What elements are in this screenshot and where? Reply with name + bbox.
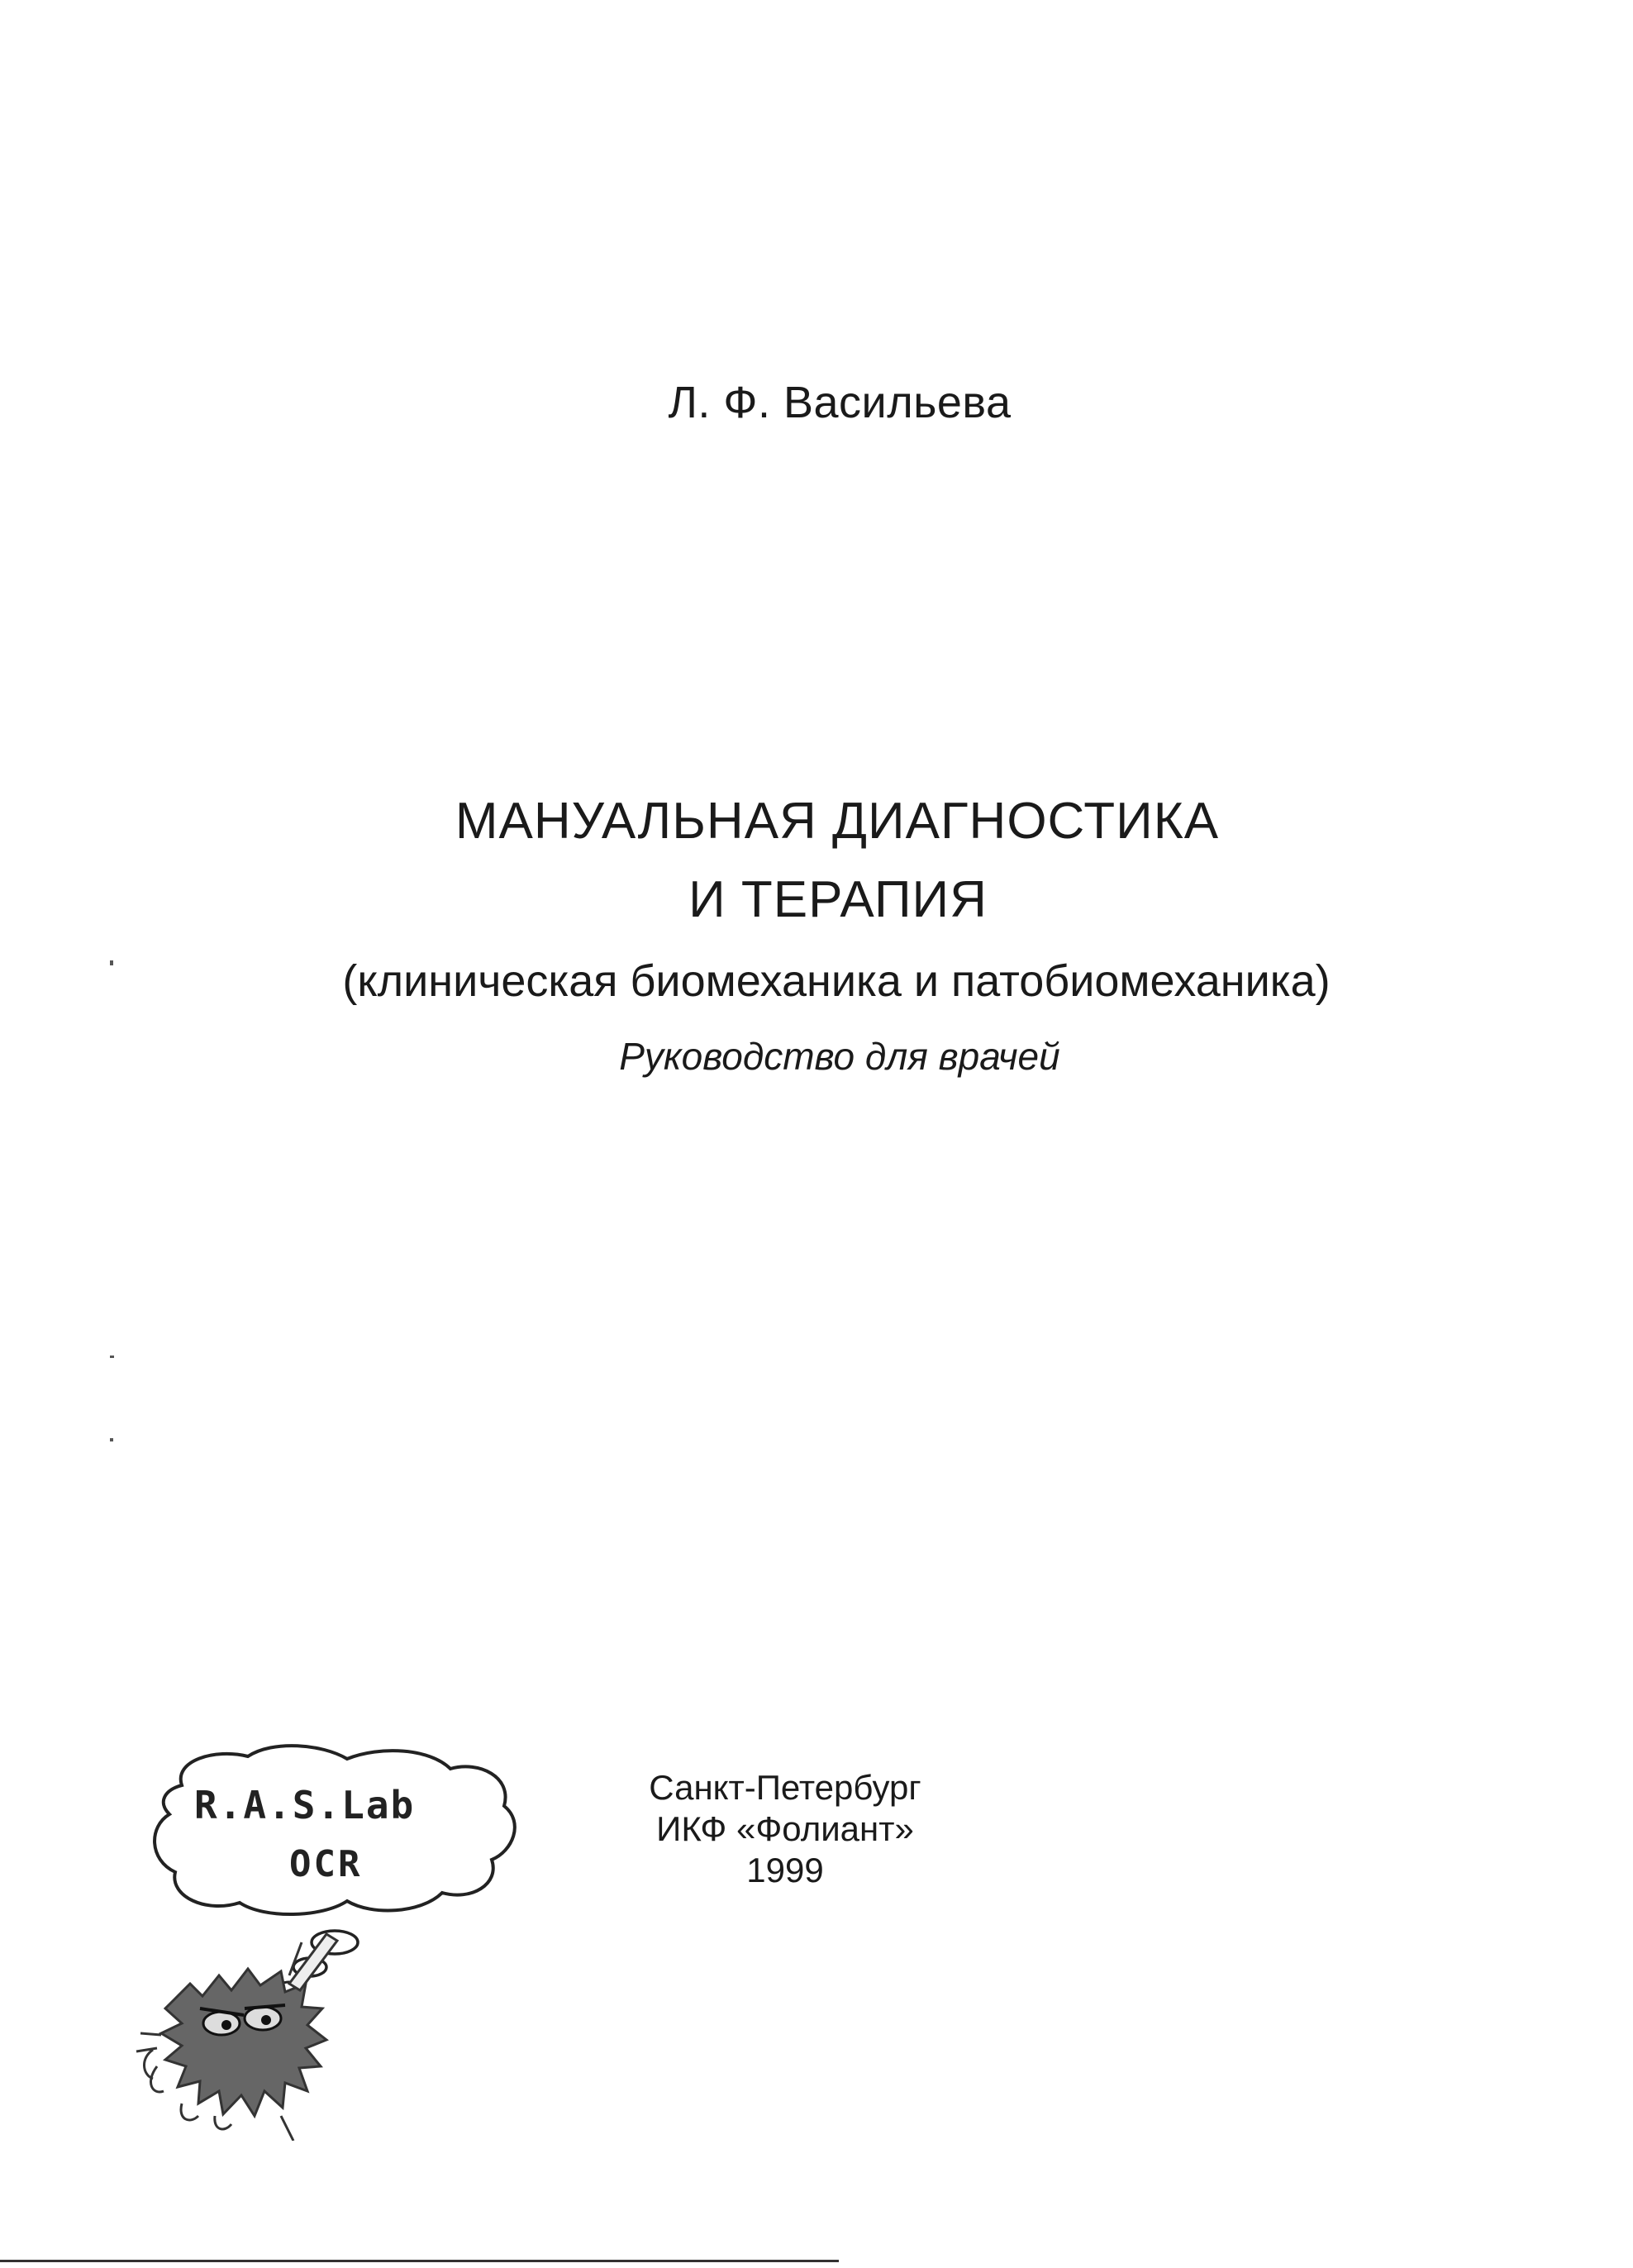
scan-stamp-logo xyxy=(124,1727,669,2141)
scan-speck xyxy=(110,1438,113,1441)
stamp-text-line-1: R.A.S.Lab xyxy=(194,1783,416,1827)
author-name: Л. Ф. Васильева xyxy=(668,378,1012,427)
imprint-city: Санкт-Петербург xyxy=(649,1768,921,1807)
imprint-publisher: ИКФ «Фолиант» xyxy=(656,1809,914,1848)
book-subtitle: (клиническая биомеханика и патобиомеханика) xyxy=(342,956,1331,1006)
imprint-year: 1999 xyxy=(746,1851,824,1889)
book-title-line-2: И ТЕРАПИЯ xyxy=(688,871,988,928)
imprint xyxy=(636,1767,934,1891)
scan-speck xyxy=(110,1356,114,1358)
bottom-rule xyxy=(0,2260,839,2262)
fuzzy-creature-icon xyxy=(136,1934,337,2141)
book-genre: Руководство для врачей xyxy=(619,1035,1060,1078)
thought-bubble-icon xyxy=(155,1746,515,1914)
book-title-line-1: МАНУАЛЬНАЯ ДИАГНОСТИКА xyxy=(455,793,1220,850)
stamp-text-line-2: OCR xyxy=(289,1843,363,1885)
scan-speck xyxy=(110,960,113,965)
